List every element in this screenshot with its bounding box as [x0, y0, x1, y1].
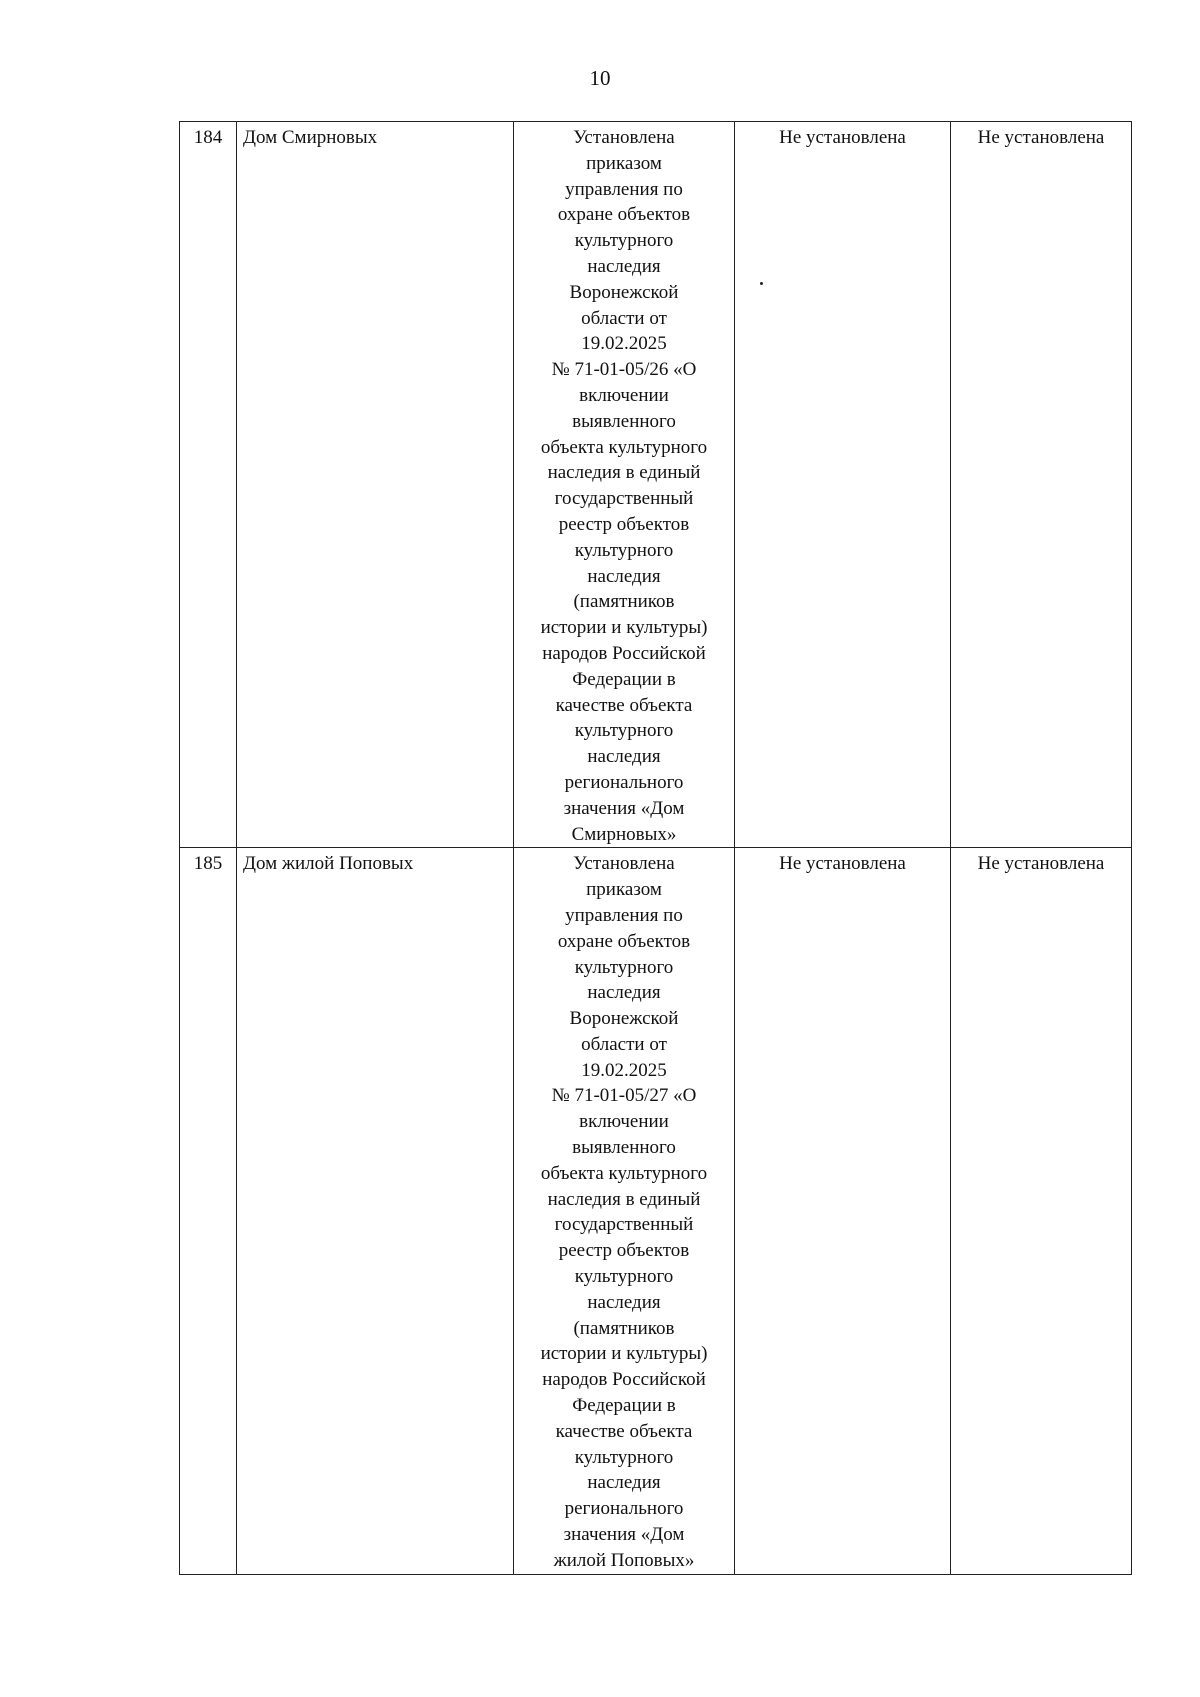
basis-line: приказом [586, 879, 662, 901]
territory-status: Не установлена [735, 848, 951, 1574]
basis-line: Федерации в [572, 668, 676, 690]
basis-line: Установлена [573, 853, 675, 875]
basis-line: выявленного [572, 1137, 676, 1159]
row-number: 184 [180, 122, 237, 848]
basis-line: наследия в единый [547, 462, 701, 484]
basis-line: объекта культурного [540, 1162, 708, 1184]
basis-line: области от [581, 1033, 667, 1055]
basis-line: 19.02.2025 [581, 333, 667, 355]
protection-zone-status: Не установлена [951, 848, 1132, 1574]
basis-line: 19.02.2025 [581, 1059, 667, 1081]
basis-line: наследия [587, 982, 661, 1004]
basis-line: жилой Поповых» [553, 1549, 695, 1571]
basis-line: № 71-01-05/26 «О [551, 359, 697, 381]
basis-line: (памятников [573, 1317, 675, 1339]
basis-line: реестр объектов [558, 1240, 690, 1262]
basis-line: народов Российской [542, 642, 706, 664]
basis-line: управления по [565, 904, 683, 926]
basis-line: наследия [587, 1472, 661, 1494]
basis-line: охране объектов [557, 930, 691, 952]
basis-line: охране объектов [557, 204, 691, 226]
basis-line: культурного [574, 539, 674, 561]
basis-line: государственный [554, 1214, 694, 1236]
basis-line: истории и культуры) [540, 1343, 708, 1365]
territory-status: Не установлена [735, 122, 951, 848]
basis-line: народов Российской [542, 1369, 706, 1391]
basis-line: регионального [564, 771, 684, 793]
basis-line: Воронежской [569, 1008, 679, 1030]
object-name: Дом Смирновых [237, 122, 514, 848]
page-number: 10 [589, 66, 611, 90]
basis-line: управления по [565, 178, 683, 200]
basis-line: (памятников [573, 591, 675, 613]
basis-line: Федерации в [572, 1395, 676, 1417]
table-row [180, 122, 1132, 848]
basis-line: культурного [574, 230, 674, 252]
basis-line: наследия [587, 1291, 661, 1313]
basis-line: значения «Дом [563, 797, 685, 819]
row-number: 185 [180, 848, 237, 1574]
basis-line: значения «Дом [563, 1524, 685, 1546]
basis-text [514, 122, 735, 848]
basis-line: объекта культурного [540, 436, 708, 458]
basis-line: культурного [574, 720, 674, 742]
basis-line: области от [581, 307, 667, 329]
basis-line: Смирновых» [571, 823, 677, 845]
basis-line: реестр объектов [558, 513, 690, 535]
basis-line: культурного [574, 1446, 674, 1468]
basis-line: культурного [574, 956, 674, 978]
basis-line: Установлена [573, 127, 675, 148]
basis-line: наследия [587, 565, 661, 587]
basis-line: культурного [574, 1266, 674, 1288]
table-row [180, 848, 1132, 1574]
basis-line: Воронежской [569, 281, 679, 303]
basis-line: № 71-01-05/27 «О [551, 1085, 697, 1107]
basis-line: выявленного [572, 410, 676, 432]
basis-line: приказом [586, 152, 662, 174]
basis-line: включении [579, 1111, 669, 1133]
protection-zone-status: Не установлена [951, 122, 1132, 848]
basis-line: качестве объекта [555, 1420, 693, 1442]
basis-line: включении [579, 384, 669, 406]
heritage-registry-table [179, 121, 1132, 1575]
basis-line: регионального [564, 1498, 684, 1520]
basis-line: наследия [587, 746, 661, 768]
basis-line: государственный [554, 488, 694, 510]
basis-line: наследия [587, 255, 661, 277]
scan-speck [760, 282, 763, 285]
object-name: Дом жилой Поповых [237, 848, 514, 1574]
basis-line: наследия в единый [547, 1188, 701, 1210]
basis-text [514, 848, 735, 1574]
basis-line: качестве объекта [555, 694, 693, 716]
basis-line: истории и культуры) [540, 617, 708, 639]
